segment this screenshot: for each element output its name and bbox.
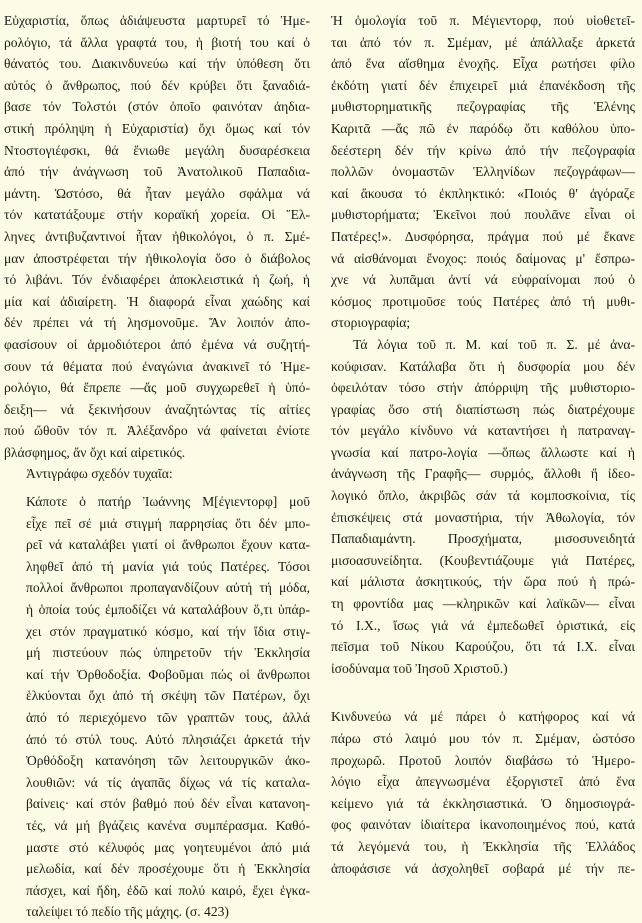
text-line: βλάσφημος, ἄν ὄχι καί αἱρετικός. — [4, 444, 186, 460]
text-line: βαίνεις· καί στόν βαθμό πού δέν εἶναι κατανοη- — [26, 796, 310, 812]
text-line: Τά λόγια τοῦ π. Μ. καί τοῦ π. Σ. μέ ἀνα- — [353, 336, 635, 352]
text-line: δειξη— νά ξεκινήσουν ἀναζητώντας τίς αἰτίες — [4, 401, 310, 417]
left-paragraph-2 — [4, 463, 310, 485]
text-line: στική πρόληψη ἡ Εὐχαριστία) ὄχι ὅμως καί τόν — [4, 120, 310, 136]
text-line: τά λεγόμενά του, ἡ Ἐκκλησία τῆς Ἑλλάδος — [331, 838, 635, 854]
text-line: ὀφειλόταν τόσο στήν ἀπόρριψη τῆς μυθιστοριο- — [331, 380, 635, 396]
right-paragraph-3 — [331, 706, 635, 879]
text-line: ρολόγιο, τά ἄλλα γραφτά του, ἡ βιοτή του καί ὁ — [4, 34, 310, 50]
text-line: τές, νά μή βγάζεις κανένα συμπέρασμα. Καθό- — [26, 817, 310, 833]
text-line: τόν μεγάλο κίνδυνο νά καταντήσει ἡ πατραναγ- — [331, 423, 635, 439]
text-line: εἶχε πεῖ σέ μιά στιγμή παρρησίας ὅτι δέν μπο- — [26, 515, 310, 531]
text-line: ἀνάγνωση τῆς Γραφῆς— συρμός, ἄλλοθι ἤ ἰδεο- — [331, 466, 635, 482]
text-line: δέν πρέπει νά τή λησμονοῦμε. Ἄν λοιπόν ἀπο- — [4, 315, 310, 331]
text-line: πολλῶν ὀνομαστῶν Ἑλληνίδων πεζογράφων— — [331, 164, 635, 180]
text-line: ἀπό τό περιεχόμενο τῶν γραπτῶν τους, ἀλλά — [26, 710, 310, 725]
text-line: ἡ ὁποία τούς ἐμποδίζει νά καταλάβουν ὅ,τι ὑπάρ- — [26, 602, 310, 618]
text-line: πολλοί ἄνθρωποι προπαγανδίζουν αὐτή τή μόδα, — [26, 580, 310, 596]
text-line: αὐτός ὁ ἄνθρωπος, πού δέν κρύβει ὅτι ξαναδιά- — [4, 77, 310, 93]
text-line: κούφισαν. Κατάλαβα ὅτι ἡ δυσφορία μου δέν — [331, 358, 635, 374]
text-line: νά αἰσθάνομαι ἔνοχος: ποιός δαίμονας μ' ἔσπρω- — [331, 250, 635, 266]
text-line: Ἀντιγράφω σχεδόν τυχαῖα: — [26, 466, 173, 482]
text-line: πάσχει, καί ἤδη, ἐδῶ καί πολύ καιρό, ἔχει ἐγκα- — [26, 882, 310, 898]
text-line: μαν ἀποστρέφεται τήν ἠθικολογία ὅσο ὁ διάβολος — [4, 250, 310, 266]
text-line: ἑλκύονται ὄχι ἀπό τή σκέψη τῶν Πατέρων, ὄχι — [26, 688, 310, 704]
text-line: μυθιστορηματικῆς πεζογραφίας τῆς Ἑλένης — [331, 99, 635, 115]
text-line: τόν κατατάξουμε στήν κοραϊκή χορεία. Οἱ Ἕλ- — [4, 207, 310, 223]
text-line: μή πιστεύουν πώς ὑπηρετοῦν τήν Ἐκκλησία — [26, 645, 310, 661]
text-line: ἀπό τήν ἀνάγνωση τοῦ Ἀνατολικοῦ Παπαδια- — [4, 164, 310, 180]
text-line: λογικό ὅπλο, ἀκριβῶς σάν τά κομποσκοίνια, τίς — [331, 488, 635, 504]
text-line: μελωδία, καί δέν προσέχουμε ὅτι ἡ Ἐκκλησία — [26, 861, 310, 877]
text-line: ἐπισκέψεις στά μοναστήρια, τήν Ἀθωλογία, τόν — [331, 509, 635, 525]
text-line: ἀπό ἕνα αἴσθημα ἐνοχῆς. Εἶχα ρωτήσει φίλο — [331, 56, 635, 72]
text-line: Ὀρθόδοξη κατανόηση τῶν λειτουργικῶν ἀκο- — [26, 753, 310, 769]
text-line: μαστε στό κέλυφός μας γοητευμένοι ἀπό μιά — [26, 839, 310, 855]
text-line: Ἡ ὁμολογία τοῦ π. Μέγιεντορφ, πού υἱοθετεῖ- — [331, 13, 635, 28]
text-line: σουν τά θέματα πού ἐναγώνια ἀνακινεῖ τό Ἡμε- — [4, 358, 310, 374]
text-line: καί τήν Ὀρθοδοξία. Φοβοῦμαι πώς οἱ ἄνθρωποι — [26, 666, 310, 682]
text-line: ἀπό τό στύλ τους. Αὐτό πλησιάζει ἀρκετά τήν — [26, 731, 310, 747]
left-paragraph-1 — [4, 10, 310, 463]
text-line: Κινδυνεύω νά μέ πάρει ὁ κατήφορος καί νά — [331, 709, 635, 725]
text-line: θάνατός του. Διακινδυνεύω καί τήν ὑπόθεση ὅτι — [4, 56, 310, 72]
text-line: ρεῖ νά καταλάβει γιατί οἱ ἄνθρωποι ἔχουν κατα- — [26, 537, 310, 553]
text-line: ἰσοδύναμα τοῦ Ἰησοῦ Χριστοῦ.) — [331, 660, 508, 676]
text-line: Εὐχαριστία, ὅπως ἀδιάψευστα μαρτυρεῖ τό Ἡμε- — [4, 13, 310, 28]
text-line: λουθιῶν: νά τίς ἀγαπᾶς δίχως νά τίς καταλα- — [26, 774, 310, 790]
text-line: μάντη. Ὡστόσο, θά ἦταν μεγάλο σφάλμα νά — [4, 185, 310, 201]
right-paragraph-1 — [331, 10, 635, 334]
right-paragraph-2 — [331, 334, 635, 680]
text-line: κόσμος προτιμοῦσε τούς Πατέρες ἀπό τή μυθι- — [331, 293, 635, 309]
text-line: τό Ι.Χ., ἴσως γιά νά ἐμπεδωθεῖ ὁριστικά, εἰς — [331, 617, 635, 633]
text-line: καί ἄκουσα τό ἐκπληκτικό: «Ποιός θ' ἀγόραζε — [331, 185, 635, 201]
text-line: ταλείψει τό πεδίο τῆς μάχης. (σ. 423) — [26, 904, 229, 920]
text-line: Καριτᾶ —ἄς πῶ ἐν παρόδῳ ὅτι καθόλου ὑπο- — [331, 120, 635, 136]
text-line: ληνες ἀντιβυζαντινοί ἦταν ἠθικολόγοι, ὁ π. Σμέ- — [4, 228, 310, 244]
text-line: πάρω στό λαιμό μου τόν π. Σμέμαν, ὡστόσο — [331, 731, 635, 746]
text-line: μυθιστορήματα; Ἐκεῖνοι πού πουλᾶνε εἶναι οἱ — [331, 207, 635, 223]
section-break — [331, 679, 635, 706]
text-line: μισοασυνείδητα. (Κουβεντιάζουμε γιά Πατέρες, — [331, 552, 635, 568]
text-line: ρολόγιο, θά ἔπρεπε —ἄς μοῦ συγχωρεθεῖ ἡ ὑπό- — [4, 380, 310, 396]
text-line: ἐκδότη γιατί δέν ἐπιχειρεῖ μιά ἐπανέκδοση τῆς — [331, 77, 635, 93]
text-line: βασε τόν Τολστόι (στόν ὁποῖο φαινόταν ἀηδια- — [4, 99, 310, 115]
text-line: Παπαδιαμάντη. Προσχήματα, μισοσυνειδητά — [331, 531, 635, 547]
text-line: γραφίας ὅσο στή διαπίστωση πώς διατρέχουμε — [331, 401, 635, 417]
text-line: χνε νά λυπᾶμαι ἀντί νά εὐφραίνομαι πού ὁ — [331, 272, 635, 288]
left-column — [4, 10, 310, 923]
text-line: λόγιο εἶχα ἀπεγνωσμένα ἐξοργιστεῖ ἀπό ἕνα — [331, 774, 635, 790]
text-line: ἀποφάσισε νά ἀσχοληθεῖ σοβαρά μέ τήν πε- — [331, 860, 635, 876]
text-line: τό λιβάνι. Τόν ἐνδιαφέρει ἀποκλειστικά ἡ ζωή, ἡ — [4, 272, 310, 288]
text-line: Πατέρες!». Δυσφόρησα, πράγμα πού μέ ἔκανε — [331, 228, 635, 244]
text-line: χει στόν πραγματικό κόσμο, καί τήν ἴδια στιγ- — [26, 623, 310, 639]
text-line: προχωρῶ. Προτοῦ λοιπόν διαβάσω τό Ἡμερο- — [331, 752, 635, 768]
text-line: ται ἀπό τόν π. Σμέμαν, μέ ἀπάλλαξε ἀρκετά — [331, 34, 635, 50]
text-line: φασίσουν οἱ ἁρμοδιότεροι ἀπό ἐμένα νά συζητή- — [4, 336, 310, 352]
text-line: στοριογραφία; — [331, 315, 411, 331]
text-line: γνωσία καί πατρο-λογία —ὅπως ἄλλωστε καί ἡ — [331, 444, 635, 460]
text-line: δεέστερη δέν τήν κρίνω ἀπό τήν πεζογραφία — [331, 142, 635, 158]
text-line: καί μάλιστα ἀσκητικούς, τήν ὥρα πού ἡ πρώ- — [331, 574, 635, 590]
block-quote — [4, 491, 310, 923]
text-line: πού ὤθοῦν τόν π. Ἀλέξανδρο νά φαίνεται ἐνίοτε — [4, 423, 310, 439]
right-column — [331, 10, 635, 879]
text-line: ληφθεῖ ἀπό τή μανία γιά τούς Πατέρες. Τόσοι — [26, 558, 310, 574]
text-line: Ντοστογιέφσκι, θά ἔνιωθε μεγάλη δυσαρέσκεια — [4, 142, 310, 158]
text-line: φος φαινόταν ἰδιαίτερα ἱκανοποιημένος πού, κατά — [331, 817, 635, 833]
text-line: κείμενο γιά τά ἐκκλησιαστικά. Ὁ δημοσιογρά- — [331, 795, 635, 811]
text-line: τη φροντίδα μας —κληρικῶν καί λαϊκῶν— εἶναι — [331, 596, 635, 612]
text-line: πεῖσμα τοῦ Νίκου Καρούζου, ὅτι τά Ι.Χ. εἶναι — [331, 639, 635, 655]
text-line: μία καί ἀδιαίρετη. Ἡ διαφορά εἶναι χαώδης καί — [4, 293, 310, 309]
text-line: Κάποτε ὁ πατήρ Ἰωάννης Μ[έγιεντορφ] μοῦ — [26, 494, 310, 510]
